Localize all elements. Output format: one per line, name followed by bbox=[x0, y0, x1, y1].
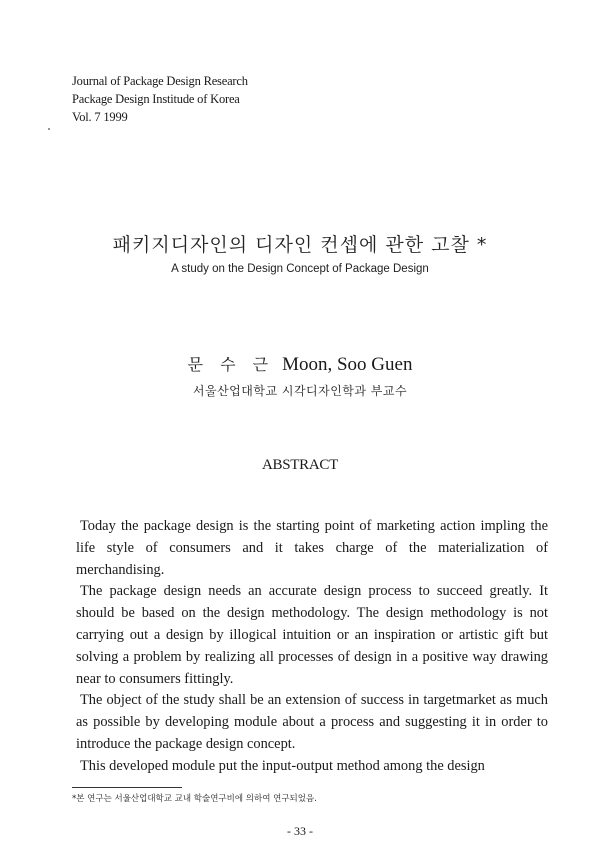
author-block bbox=[0, 352, 600, 399]
abstract-paragraph: The object of the study shall be an extension of success in targetmarket as much as possible by developing module about a process and suggesting it in order to introduce the package design concept. bbox=[76, 692, 548, 752]
abstract-heading: ABSTRACT bbox=[262, 457, 338, 473]
scan-speck bbox=[48, 128, 50, 130]
abstract-paragraph: The package design needs an accurate design process to succeed greatly. It should be based on the design methodology. The design methodology is not carrying out a design by illogical intuition or an inspiration or artistic gift but solving a problem by realizing all processes of design in a positive way drawing near to consumers fittingly. bbox=[76, 583, 548, 687]
abstract-body bbox=[76, 516, 548, 778]
journal-name: Journal of Package Design Research bbox=[72, 74, 248, 88]
page-number: - 33 - bbox=[287, 824, 313, 838]
paper-title-korean: 패키지디자인의 디자인 컨셉에 관한 고찰 * bbox=[112, 234, 488, 256]
footnote-divider bbox=[72, 787, 182, 788]
abstract-paragraph: Today the package design is the starting point of marketing action impling the life style of consumers and it takes charge of the materialization of merchandising. bbox=[76, 518, 548, 578]
journal-institute: Package Design Institude of Korea bbox=[72, 92, 240, 106]
footnote: *본 연구는 서울산업대학교 교내 학술연구비에 의하여 연구되었음. bbox=[72, 794, 317, 804]
author-name-english: Moon, Soo Guen bbox=[282, 354, 413, 375]
journal-volume: Vol. 7 1999 bbox=[72, 110, 128, 124]
author-line bbox=[0, 352, 600, 376]
author-name-korean: 문 수 근 bbox=[187, 355, 275, 374]
abstract-paragraph: This developed module put the input-output method among the design bbox=[80, 757, 485, 774]
journal-header bbox=[72, 72, 248, 126]
paper-title-english: A study on the Design Concept of Package Design bbox=[171, 263, 429, 275]
author-affiliation: 서울산업대학교 시각디자인학과 부교수 bbox=[192, 384, 408, 398]
title-block bbox=[0, 230, 600, 275]
